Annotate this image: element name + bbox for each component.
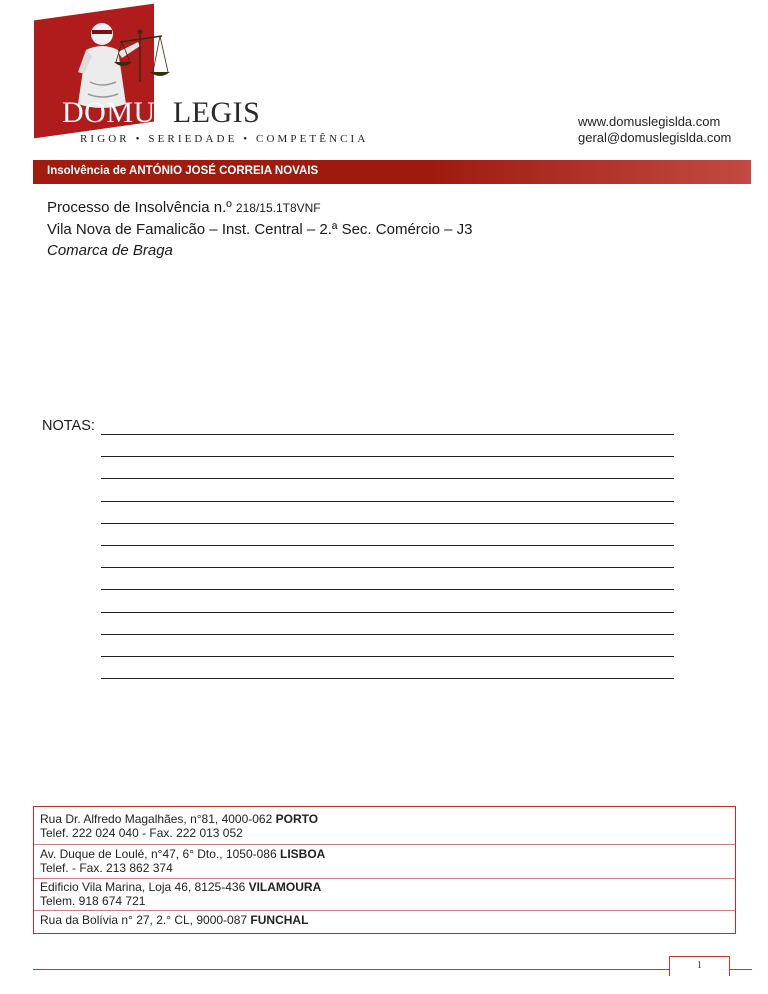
notes-label: NOTAS:: [42, 418, 95, 434]
notes-line[interactable]: [101, 589, 674, 590]
notes-line[interactable]: [101, 678, 674, 679]
page-rule: [729, 969, 752, 970]
notes-line[interactable]: [101, 567, 674, 568]
office-porto-address: [40, 813, 318, 826]
city-name: VILAMOURA: [248, 880, 322, 894]
city-name: LISBOA: [280, 847, 326, 861]
notes-line[interactable]: [101, 656, 674, 657]
court-line: Vila Nova de Famalicão – Inst. Central – 2.ª Sec. Comércio – J3: [47, 221, 473, 238]
title-banner: [33, 160, 751, 184]
office-funchal-address: [40, 914, 308, 927]
district-line: Comarca de Braga: [47, 242, 173, 259]
office-vilamoura-phone: Telem. 918 674 721: [40, 894, 146, 908]
logo-word-legis: LEGIS: [172, 96, 261, 129]
banner-prefix: Insolvência de: [47, 165, 130, 177]
notes-line[interactable]: [101, 456, 674, 457]
address-text: Rua Dr. Alfredo Magalhães, n°81, 4000-062: [40, 812, 276, 826]
city-name: FUNCHAL: [250, 913, 309, 927]
address-text: Av. Duque de Loulé, n°47, 6° Dto., 1050-086: [40, 847, 280, 861]
notes-line[interactable]: [101, 545, 674, 546]
notes-line[interactable]: [101, 523, 674, 524]
process-number: 218/15.1T8VNF: [235, 201, 321, 215]
logo-wordmark: [62, 96, 260, 130]
notes-line[interactable]: [101, 634, 674, 635]
address-text: Rua da Bolívia n° 27, 2.° CL, 9000-087: [40, 913, 251, 927]
page-rule: [33, 969, 669, 970]
banner-title: [47, 165, 318, 177]
page-number-tab: [669, 956, 730, 976]
header-contact: [578, 114, 731, 146]
address-text: Edificio Vila Marina, Loja 46, 8125-436: [40, 880, 249, 894]
process-info: [47, 197, 472, 261]
notes-line[interactable]: [101, 501, 674, 502]
office-vilamoura-address: [40, 881, 321, 894]
notes-line[interactable]: [101, 612, 674, 613]
divider: [34, 844, 735, 845]
office-lisboa-address: [40, 848, 325, 861]
divider: [34, 878, 735, 879]
process-number-line: [47, 197, 472, 219]
logo-word-domus: DOMUS: [62, 96, 173, 129]
logo-tagline: RIGOR • SERIEDADE • COMPETÊNCIA: [80, 133, 369, 145]
city-name: PORTO: [275, 812, 319, 826]
website-link[interactable]: www.domuslegislda.com: [578, 114, 721, 129]
divider: [34, 910, 735, 911]
office-lisboa-phone: Telef. - Fax. 213 862 374: [40, 861, 173, 875]
notes-line[interactable]: [101, 478, 674, 479]
email-link[interactable]: geral@domuslegislda.com: [578, 130, 732, 145]
banner-name: ANTÓNIO JOSÉ CORREIA NOVAIS: [129, 165, 319, 177]
process-title: Processo de Insolvência n.º: [47, 199, 236, 216]
notes-line[interactable]: [101, 434, 674, 435]
office-porto-phone: Telef. 222 024 040 - Fax. 222 013 052: [40, 826, 243, 840]
page-number: 1: [697, 960, 702, 971]
footer-addresses: [33, 806, 736, 934]
